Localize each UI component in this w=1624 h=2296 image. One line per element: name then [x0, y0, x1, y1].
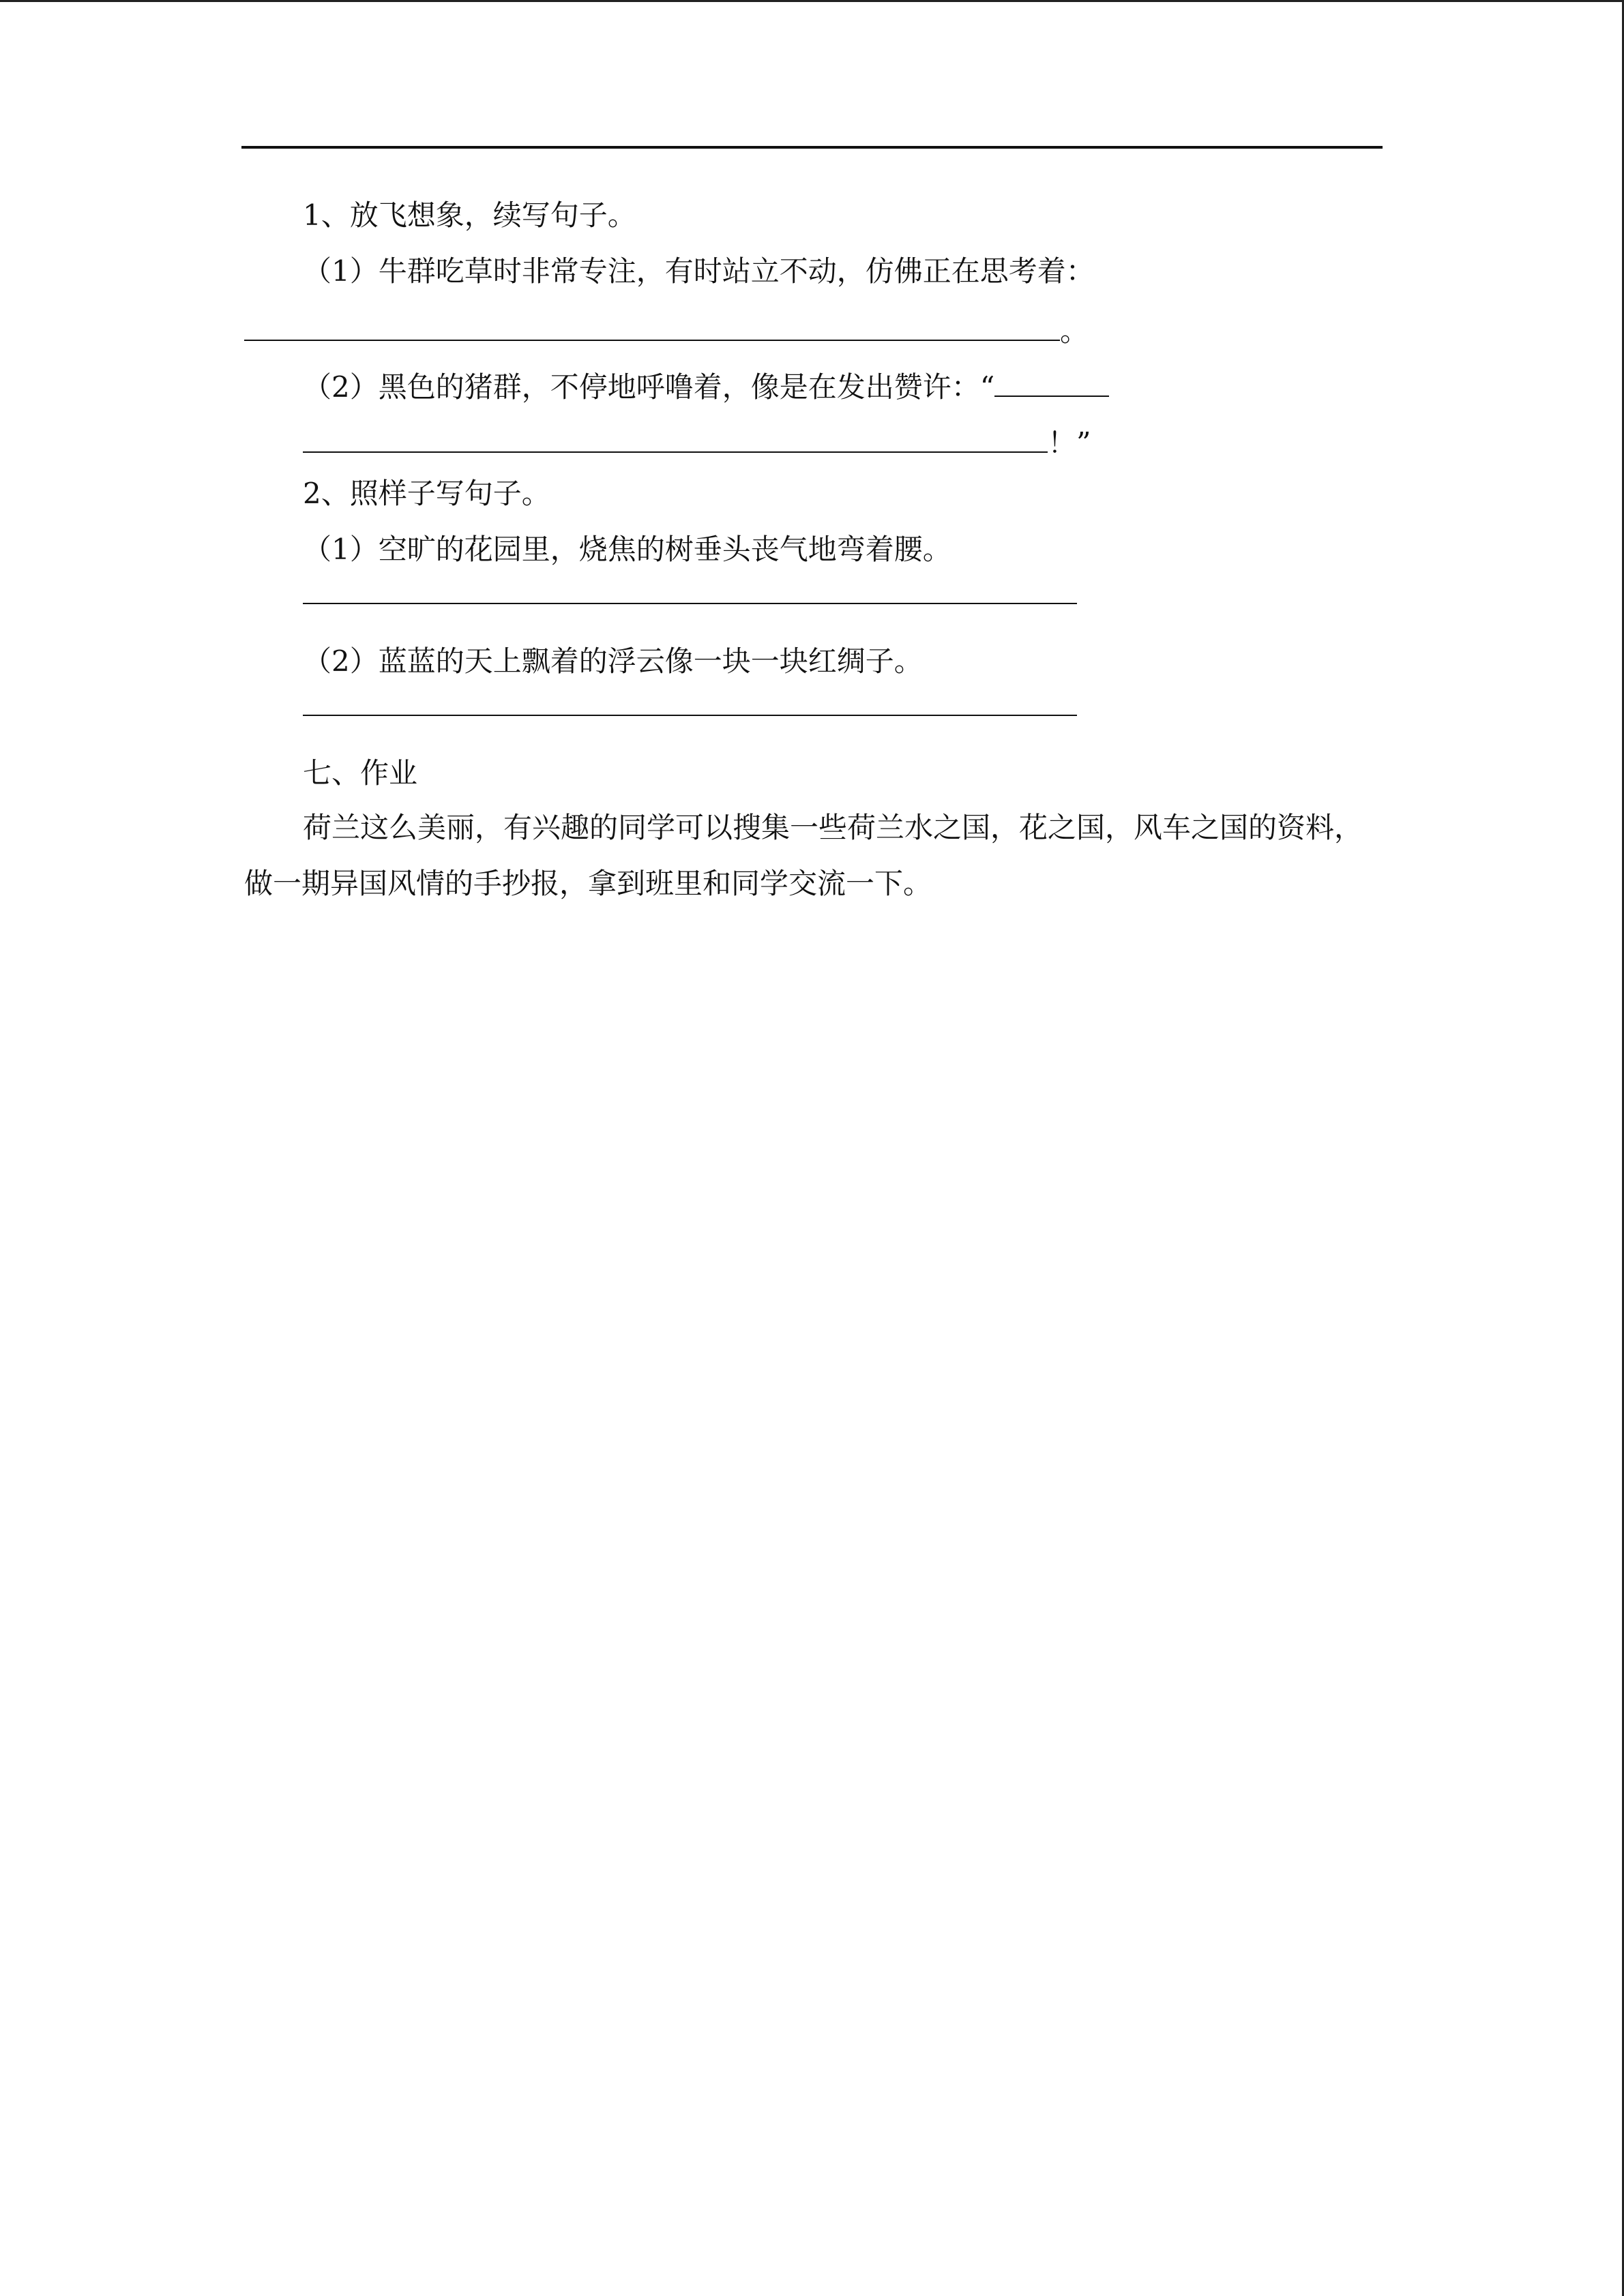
- question-1-item-2-prompt: （2）黑色的猪群，不停地呼噜着，像是在发出赞许：“: [303, 370, 995, 404]
- question-1-title: 1、放飞想象，续写句子。: [303, 198, 636, 232]
- question-1-item-1-answer-row: [244, 308, 1089, 351]
- answer-line-4[interactable]: [303, 715, 1077, 716]
- question-2-item-2: （2）蓝蓝的天上飘着的浮云像一块一块红绸子。: [303, 644, 923, 678]
- answer-line-3[interactable]: [303, 603, 1077, 604]
- answer-blank-2b[interactable]: [303, 420, 1048, 453]
- page-border-top: [0, 0, 1624, 2]
- answer-1-end-punct: 。: [1060, 314, 1089, 348]
- answer-blank-1[interactable]: [244, 308, 1060, 341]
- answer-2-end-punct: ！”: [1048, 426, 1091, 460]
- homework-paragraph-line-1: 荷兰这么美丽，有兴趣的同学可以搜集一些荷兰水之国，花之国，风车之国的资料，: [303, 811, 1363, 844]
- question-2-item-1: （1）空旷的花园里，烧焦的树垂头丧气地弯着腰。: [303, 533, 951, 566]
- header-rule: [241, 146, 1383, 149]
- homework-heading: 七、作业: [303, 756, 418, 790]
- question-2-title: 2、照样子写句子。: [303, 477, 550, 510]
- question-1-item-2-row: [303, 364, 1109, 406]
- answer-blank-2a[interactable]: [994, 364, 1109, 397]
- question-1-item-2-answer-row: [303, 420, 1091, 462]
- question-1-item-1-prompt: （1）牛群吃草时非常专注，有时站立不动，仿佛正在思考着：: [303, 254, 1095, 288]
- homework-paragraph-line-2: 做一期异国风情的手抄报，拿到班里和同学交流一下。: [244, 867, 932, 900]
